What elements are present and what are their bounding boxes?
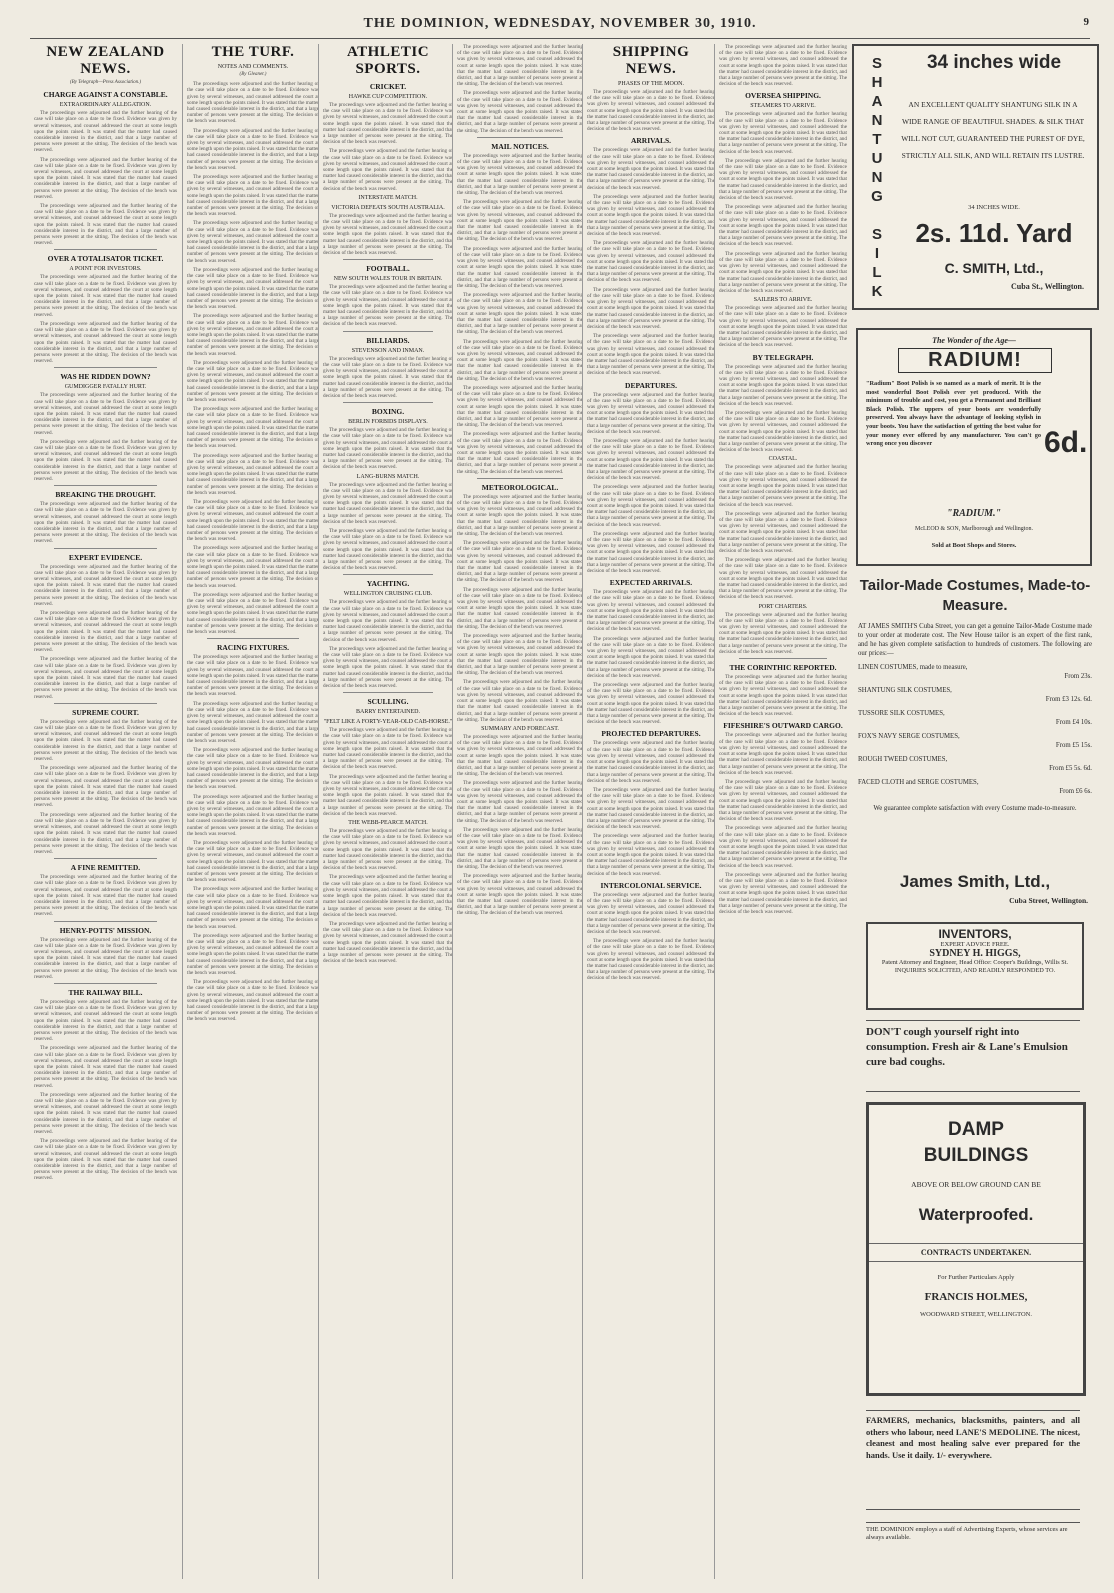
article-text: The proceedings were adjourned and the further hearing of the case will take place on a date to be fixed. Evidence was given by several witnesses, and counsel addressed the court at some length upon the points raised. It was stated that the matter had caused considerable interest in the district, and that a large number of persons were present at the sitting. The decision of the bench was reserved. <box>34 392 177 436</box>
article-text: The proceedings were adjourned and the further hearing of the case will take place on a date to be fixed. Evidence was given by several witnesses, and counsel addressed the court at some length upon the points raised. It was stated that the matter had caused considerable interest in the district, and that a large number of persons were present at the sitting. The decision of the bench was reserved. <box>187 793 319 837</box>
article-text: The proceedings were adjourned and the further hearing of the case will take place on a date to be fixed. Evidence was given by several witnesses, and counsel addressed the court at some length upon the points raised. It was stated that the matter had caused considerable interest in the district, and that a large number of persons were present at the sitting. The decision of the bench was reserved. <box>719 557 847 601</box>
subheadline: STEVENSON AND INMAN. <box>351 347 425 354</box>
article-text: The proceedings were adjourned and the further hearing of the case will take place on a date to be fixed. Evidence was given by several witnesses, and counsel addressed the court at some length upon the points raised. It was stated that the matter had caused considerable interest in the district, and that a large number of persons were present at the sitting. The decision of the bench was reserved. <box>323 727 453 771</box>
article-text: The proceedings were adjourned and the further hearing of the case will take place on a date to be fixed. Evidence was given by several witnesses, and counsel addressed the court at some length upon the points raised. It was stated that the matter had caused considerable interest in the district, and that a large number of persons were present at the sitting. The decision of the bench was reserved. <box>719 409 847 454</box>
masthead-title: THE DOMINION, WEDNESDAY, NOVEMBER 30, 1910. <box>363 16 757 31</box>
article-text: The proceedings were adjourned and the further hearing of the case will take place on a date to be fixed. Evidence was given by several witnesses, and counsel addressed the court at some length upon the points raised. It was stated that the matter had caused considerable interest in the district, and that a large number of persons were present at the sitting. The decision of the bench was reserved. <box>34 156 177 200</box>
tailor-item: ROUGH TWEED COSTUMES, <box>858 756 948 763</box>
headline: WAS HE RIDDEN DOWN? <box>60 372 151 382</box>
article-text: The proceedings were adjourned and the further hearing of the case will take place on a date to be fixed. Evidence was given by several witnesses, and counsel addressed the court at some length upon the points raised. It was stated that the matter had caused considerable interest in the district, and that a large number of persons were present at the sitting. The decision of the bench was reserved. <box>587 740 715 784</box>
article-text: The proceedings were adjourned and the further hearing of the case will take place on a date to be fixed. Evidence was given by several witnesses, and counsel addressed the court at some length upon the points raised. It was stated that the matter had caused considerable interest in the district, and that a large number of persons were present at the sitting. The decision of the bench was reserved. <box>34 563 177 607</box>
tailor-title: Tailor-Made Costumes, Made-to-Measure. <box>859 577 1091 614</box>
advertisement-column <box>852 44 1097 1579</box>
article-text: The proceedings were adjourned and the further hearing of the case will take place on a date to be fixed. Evidence was given by several witnesses, and counsel addressed the court at some length upon the points raised. It was stated that the matter had caused considerable interest in the district, and that a large number of persons were present at the sitting. The decision of the bench was reserved. <box>457 679 583 723</box>
article-text: The proceedings were adjourned and the further hearing of the case will take place on a date to be fixed. Evidence was given by several witnesses, and counsel addressed the court at some length upon the points raised. It was stated that the matter had caused considerable interest in the district, and that a large number of persons were present at the sitting. The decision of the bench was reserved. <box>457 633 583 677</box>
article-text: The proceedings were adjourned and the further hearing of the case will take place on a date to be fixed. Evidence was given by several witnesses, and counsel addressed the court at some length upon the points raised. It was stated that the matter had caused considerable interest in the district, and that a large number of persons were present at the sitting. The decision of the bench was reserved. <box>587 891 715 935</box>
silk-headline: 34 inches wide <box>926 52 1062 73</box>
article-text: The proceedings were adjourned and the further hearing of the case will take place on a date to be fixed. Evidence was given by several witnesses, and counsel addressed the court at some length upon the points raised. It was stated that the matter had caused considerable interest in the district, and that a large number of persons were present at the sitting. The decision of the bench was reserved. <box>719 611 847 655</box>
section-title: THE TURF. <box>211 44 295 60</box>
silk-body: AN EXCELLENT QUALITY SHANTUNG SILK IN A WIDE RANGE OF BEAUTIFUL SHADES. & SILK THAT WILL NOT CUT, GUARANTEED THE PUREST OF DYE, STRICTLY ALL SILK, AND WILL RETAIN ITS LUSTRE. <box>901 100 1085 160</box>
silk-letter: H <box>871 74 883 91</box>
article-text: The proceedings were adjourned and the further hearing of the case will take place on a date to be fixed. Evidence was given by several witnesses, and counsel addressed the court at some length upon the points raised. It was stated that the matter had caused considerable interest in the district, and that a large number of persons were present at the sitting. The decision of the bench was reserved. <box>587 786 715 831</box>
article-text: The proceedings were adjourned and the further hearing of the case will take place on a date to be fixed. Evidence was given by several witnesses, and counsel addressed the court at some length upon the points raised. It was stated that the matter had caused considerable interest in the district, and that a large number of persons were present at the sitting. The decision of the bench was reserved. <box>457 540 583 584</box>
article-text: The proceedings were adjourned and the further hearing of the case will take place on a date to be fixed. Evidence was given by several witnesses, and counsel addressed the court at some length upon the points raised. It was stated that the matter had caused considerable interest in the district, and that a large number of persons were present at the sitting. The decision of the bench was reserved. <box>34 203 177 247</box>
headline: SUPREME COURT. <box>72 707 139 717</box>
subheadline: COASTAL. <box>768 456 798 463</box>
article-text: The proceedings were adjourned and the further hearing of the case will take place on a date to be fixed. Evidence was given by several witnesses, and counsel addressed the court at some length upon the points raised. It was stated that the matter had caused considerable interest in the district, and that a large number of persons were present at the sitting. The decision of the bench was reserved. <box>587 589 715 633</box>
headline: THE RAILWAY BILL. <box>68 987 143 997</box>
article-text: The proceedings were adjourned and the further hearing of the case will take place on a date to be fixed. Evidence was given by several witnesses, and counsel addressed the court at some length upon the points raised. It was stated that the matter had caused considerable interest in the district, and that a large number of persons were present at the sitting. The decision of the bench was reserved. <box>187 545 319 589</box>
ad-shantung-silk <box>852 44 1099 310</box>
headline: BILLIARDS. <box>366 335 410 345</box>
headline: A FINE REMITTED. <box>70 863 141 873</box>
ad-tailor-costumes <box>858 576 1092 848</box>
article-text: The proceedings were adjourned and the further hearing of the case will take place on a date to be fixed. Evidence was given by several witnesses, and counsel addressed the court at some length upon the points raised. It was stated that the matter had caused considerable interest in the district, and that a large number of persons were present at the sitting. The decision of the bench was reserved. <box>187 591 319 636</box>
ad-radium-polish <box>856 328 1092 566</box>
headline: DEPARTURES. <box>625 380 677 390</box>
article-text: The proceedings were adjourned and the further hearing of the case will take place on a date to be fixed. Evidence was given by several witnesses, and counsel addressed the court at some length upon the points raised. It was stated that the matter had caused considerable interest in the district, and that a large number of persons were present at the sitting. The decision of the bench was reserved. <box>187 839 319 884</box>
tailor-item: LINEN COSTUMES, made to measure, <box>858 664 968 671</box>
silk-letter: S <box>871 55 882 72</box>
article-text: The proceedings were adjourned and the further hearing of the case will take place on a date to be fixed. Evidence was given by several witnesses, and counsel addressed the court at some length upon the points raised. It was stated that the matter had caused considerable interest in the district, and that a large number of persons were present at the sitting. The decision of the bench was reserved. <box>587 240 715 284</box>
article-text: The proceedings were adjourned and the further hearing of the case will take place on a date to be fixed. Evidence was given by several witnesses, and counsel addressed the court at some length upon the points raised. It was stated that the matter had caused considerable interest in the district, and that a large number of persons were present at the sitting. The decision of the bench was reserved. <box>323 920 453 965</box>
article-text: The proceedings were adjourned and the further hearing of the case will take place on a date to be fixed. Evidence was given by several witnesses, and counsel addressed the court at some length upon the points raised. It was stated that the matter had caused considerable interest in the district, and that a large number of persons were present at the sitting. The decision of the bench was reserved. <box>34 811 177 855</box>
silk-price: 2s. 11d. Yard <box>915 218 1073 248</box>
article-text: The proceedings were adjourned and the further hearing of the case will take place on a date to be fixed. Evidence was given by several witnesses, and counsel addressed the court at some length upon the points raised. It was stated that the matter had caused considerable interest in the district, and that a large number of persons were present at the sitting. The decision of the bench was reserved. <box>457 90 583 134</box>
article-text: The proceedings were adjourned and the further hearing of the case will take place on a date to be fixed. Evidence was given by several witnesses, and counsel addressed the court at some length upon the points raised. It was stated that the matter had caused considerable interest in the district, and that a large number of persons were present at the sitting. The decision of the bench was reserved. <box>457 493 583 538</box>
inventors-sub: EXPERT ADVICE FREE. <box>940 941 1010 948</box>
article-text: The proceedings were adjourned and the further hearing of the case will take place on a date to be fixed. Evidence was given by several witnesses, and counsel addressed the court at some length upon the points raised. It was stated that the matter had caused considerable interest in the district, and that a large number of persons were present at the sitting. The decision of the bench was reserved. <box>323 148 453 192</box>
article-text: The proceedings were adjourned and the further hearing of the case will take place on a date to be fixed. Evidence was given by several witnesses, and counsel addressed the court at some length upon the points raised. It was stated that the matter had caused considerable interest in the district, and that a large number of persons were present at the sitting. The decision of the bench was reserved. <box>457 780 583 824</box>
silk-letter: I <box>874 245 880 262</box>
ad-lanes-emulsion: DON'T cough yourself right into consumption. Fresh air & Lane's Emulsion cure bad coughs. <box>866 1020 1080 1092</box>
subheadline: LANG-BURNS MATCH. <box>356 473 420 480</box>
headline: OVER A TOTALISATOR TICKET. <box>47 254 164 264</box>
article-text: The proceedings were adjourned and the further hearing of the case will take place on a date to be fixed. Evidence was given by several witnesses, and counsel addressed the court at some length upon the points raised. It was stated that the matter had caused considerable interest in the district, and that a large number of persons were present at the sitting. The decision of the bench was reserved. <box>187 313 319 357</box>
headline: METEOROLOGICAL. <box>481 482 559 492</box>
subheadline: THE WEBB-PEARCE MATCH. <box>348 820 428 827</box>
tailor-guarantee: We guarantee complete satisfaction with every Costume made-to-measure. <box>873 805 1077 812</box>
tailor-item: FOX'S NAVY SERGE COSTUMES, <box>858 733 960 740</box>
column-oversea-shipping <box>714 44 847 1579</box>
headline: BY TELEGRAPH. <box>752 352 814 362</box>
damp-address: WOODWARD STREET, WELLINGTON. <box>920 1311 1032 1318</box>
subheadline: NEW SOUTH WALES TOUR IN BRITAIN. <box>333 276 443 283</box>
damp-waterproofed: Waterproofed. <box>918 1205 1034 1224</box>
article-text: The proceedings were adjourned and the further hearing of the case will take place on a date to be fixed. Evidence was given by several witnesses, and counsel addressed the court at some length upon the points raised. It was stated that the matter had caused considerable interest in the district, and that a large number of persons were present at the sitting. The decision of the bench was reserved. <box>34 1045 177 1089</box>
article-text: The proceedings were adjourned and the further hearing of the case will take place on a date to be fixed. Evidence was given by several witnesses, and counsel addressed the court at some length upon the points raised. It was stated that the matter had caused considerable interest in the district, and that a large number of persons were present at the sitting. The decision of the bench was reserved. <box>457 733 583 778</box>
column-athletic-sports <box>318 44 453 1579</box>
tailor-item: FACED CLOTH and SERGE COSTUMES, <box>858 779 979 786</box>
section-title: SHIPPING NEWS. <box>612 44 690 77</box>
article-text: The proceedings were adjourned and the further hearing of the case will take place on a date to be fixed. Evidence was given by several witnesses, and counsel addressed the court at some length upon the points raised. It was stated that the matter had caused considerable interest in the district, and that a large number of persons were present at the sitting. The decision of the bench was reserved. <box>323 773 453 817</box>
article-text: The proceedings were adjourned and the further hearing of the case will take place on a date to be fixed. Evidence was given by several witnesses, and counsel addressed the court at some length upon the points raised. It was stated that the matter had caused considerable interest in the district, and that a large number of persons were present at the sitting. The decision of the bench was reserved. <box>187 220 319 264</box>
subheadline: BERLIN FORBIDS DISPLAYS. <box>348 419 428 426</box>
smith-name: C. SMITH, Ltd., <box>944 260 1044 276</box>
article-text: The proceedings were adjourned and the further hearing of the case will take place on a date to be fixed. Evidence was given by several witnesses, and counsel addressed the court at some length upon the points raised. It was stated that the matter had caused considerable interest in the district, and that a large number of persons were present at the sitting. The decision of the bench was reserved. <box>34 998 177 1043</box>
headline: CHARGE AGAINST A CONSTABLE. <box>43 90 168 100</box>
tailor-price: From 23s. <box>1064 673 1092 680</box>
article-text: The proceedings were adjourned and the further hearing of the case will take place on a date to be fixed. Evidence was given by several witnesses, and counsel addressed the court at some length upon the points raised. It was stated that the matter had caused considerable interest in the district, and that a large number of persons were present at the sitting. The decision of the bench was reserved. <box>34 1091 177 1136</box>
radium-price: 6d. <box>1044 426 1088 459</box>
radium-title: RADIUM! <box>898 348 1052 373</box>
article-text: The proceedings were adjourned and the further hearing of the case will take place on a date to be fixed. Evidence was given by several witnesses, and counsel addressed the court at some length upon the points raised. It was stated that the matter had caused considerable interest in the district, and that a large number of persons were present at the sitting. The decision of the bench was reserved. <box>34 110 177 154</box>
article-text: The proceedings were adjourned and the further hearing of the case will take place on a date to be fixed. Evidence was given by several witnesses, and counsel addressed the court at some length upon the points raised. It was stated that the matter had caused considerable interest in the district, and that a large number of persons were present at the sitting. The decision of the bench was reserved. <box>587 530 715 575</box>
james-smith-name: James Smith, Ltd., <box>899 872 1051 891</box>
article-text: The proceedings were adjourned and the further hearing of the case will take place on a date to be fixed. Evidence was given by several witnesses, and counsel addressed the court at some length upon the points raised. It was stated that the matter had caused considerable interest in the district, and that a large number of persons were present at the sitting. The decision of the bench was reserved. <box>587 391 715 435</box>
article-text: The proceedings were adjourned and the further hearing of the case will take place on a date to be fixed. Evidence was given by several witnesses, and counsel addressed the court at some length upon the points raised. It was stated that the matter had caused considerable interest in the district, and that a large number of persons were present at the sitting. The decision of the bench was reserved. <box>587 833 715 877</box>
ad-inventors <box>866 922 1084 1010</box>
article-text: The proceedings were adjourned and the further hearing of the case will take place on a date to be fixed. Evidence was given by several witnesses, and counsel addressed the court at some length upon the points raised. It was stated that the matter had caused considerable interest in the district, and that a large number of persons were present at the sitting. The decision of the bench was reserved. <box>457 586 583 630</box>
subheadline: STEAMERS TO ARRIVE. <box>750 103 816 110</box>
article-text: The proceedings were adjourned and the further hearing of the case will take place on a date to be fixed. Evidence was given by several witnesses, and counsel addressed the court at some length upon the points raised. It was stated that the matter had caused considerable interest in the district, and that a large number of persons were present at the sitting. The decision of the bench was reserved. <box>719 825 847 869</box>
tailor-item: TUSSORE SILK COSTUMES, <box>858 710 945 717</box>
article-text: The proceedings were adjourned and the further hearing of the case will take place on a date to be fixed. Evidence was given by several witnesses, and counsel addressed the court at some length upon the points raised. It was stated that the matter had caused considerable interest in the district, and that a large number of persons were present at the sitting. The decision of the bench was reserved. <box>187 266 319 311</box>
article-text: The proceedings were adjourned and the further hearing of the case will take place on a date to be fixed. Evidence was given by several witnesses, and counsel addressed the court at some length upon the points raised. It was stated that the matter had caused considerable interest in the district, and that a large number of persons were present at the sitting. The decision of the bench was reserved. <box>187 406 319 450</box>
article-text: The proceedings were adjourned and the further hearing of the case will take place on a date to be fixed. Evidence was given by several witnesses, and counsel addressed the court at some length upon the points raised. It was stated that the matter had caused considerable interest in the district, and that a large number of persons were present at the sitting. The decision of the bench was reserved. <box>719 44 847 88</box>
article-text: The proceedings were adjourned and the further hearing of the case will take place on a date to be fixed. Evidence was given by several witnesses, and counsel addressed the court at some length upon the points raised. It was stated that the matter had caused considerable interest in the district, and that a large number of persons were present at the sitting. The decision of the bench was reserved. <box>587 682 715 726</box>
inventors-title: INVENTORS, <box>938 927 1012 941</box>
article-text: The proceedings were adjourned and the further hearing of the case will take place on a date to be fixed. Evidence was given by several witnesses, and counsel addressed the court at some length upon the points raised. It was stated that the matter had caused considerable interest in the district, and that a large number of persons were present at the sitting. The decision of the bench was reserved. <box>187 127 319 171</box>
article-text: The proceedings were adjourned and the further hearing of the case will take place on a date to be fixed. Evidence was given by several witnesses, and counsel addressed the court at some length upon the points raised. It was stated that the matter had caused considerable interest in the district, and that a large number of persons were present at the sitting. The decision of the bench was reserved. <box>187 81 319 125</box>
silk-width: 34 INCHES WIDE. <box>968 204 1020 211</box>
article-text: The proceedings were adjourned and the further hearing of the case will take place on a date to be fixed. Evidence was given by several witnesses, and counsel addressed the court at some length upon the points raised. It was stated that the matter had caused considerable interest in the district, and that a large number of persons were present at the sitting. The decision of the bench was reserved. <box>719 250 847 294</box>
subheadline: WELLINGTON CRUISING CLUB. <box>343 591 433 598</box>
article-text: The proceedings were adjourned and the further hearing of the case will take place on a date to be fixed. Evidence was given by several witnesses, and counsel addressed the court at some length upon the points raised. It was stated that the matter had caused considerable interest in the district, and that a large number of persons were present at the sitting. The decision of the bench was reserved. <box>187 700 319 744</box>
article-text: The proceedings were adjourned and the further hearing of the case will take place on a date to be fixed. Evidence was given by several witnesses, and counsel addressed the court at some length upon the points raised. It was stated that the matter had caused considerable interest in the district, and that a large number of persons were present at the sitting. The decision of the bench was reserved. <box>457 384 583 429</box>
silk-letter <box>862 206 892 225</box>
damp-apply: For Further Particulars Apply <box>937 1274 1015 1281</box>
article-text: The proceedings were adjourned and the further hearing of the case will take place on a date to be fixed. Evidence was given by several witnesses, and counsel addressed the court at some length upon the points raised. It was stated that the matter had caused considerable interest in the district, and that a large number of persons were present at the sitting. The decision of the bench was reserved. <box>34 501 177 545</box>
damp-name: FRANCIS HOLMES, <box>924 1291 1028 1303</box>
damp-contracts: CONTRACTS UNDERTAKEN. <box>869 1243 1083 1262</box>
tailor-price-row <box>858 732 1092 750</box>
article-text: The proceedings were adjourned and the further hearing of the case will take place on a date to be fixed. Evidence was given by several witnesses, and counsel addressed the court at some length upon the points raised. It was stated that the matter had caused considerable interest in the district, and that a large number of persons were present at the sitting. The decision of the bench was reserved. <box>323 427 453 471</box>
silk-letter: N <box>871 169 883 186</box>
section-title: ATHLETIC SPORTS. <box>346 44 430 77</box>
article-text: The proceedings were adjourned and the further hearing of the case will take place on a date to be fixed. Evidence was given by several witnesses, and counsel addressed the court at some length upon the points raised. It was stated that the matter had caused considerable interest in the district, and that a large number of persons were present at the sitting. The decision of the bench was reserved. <box>34 274 177 318</box>
article-text: The proceedings were adjourned and the further hearing of the case will take place on a date to be fixed. Evidence was given by several witnesses, and counsel addressed the court at some length upon the points raised. It was stated that the matter had caused considerable interest in the district, and that a large number of persons were present at the sitting. The decision of the bench was reserved. <box>587 193 715 238</box>
article-text: The proceedings were adjourned and the further hearing of the case will take place on a date to be fixed. Evidence was given by several witnesses, and counsel addressed the court at some length upon the points raised. It was stated that the matter had caused considerable interest in the district, and that a large number of persons were present at the sitting. The decision of the bench was reserved. <box>457 199 583 243</box>
article-text: The proceedings were adjourned and the further hearing of the case will take place on a date to be fixed. Evidence was given by several witnesses, and counsel addressed the court at some length upon the points raised. It was stated that the matter had caused considerable interest in the district, and that a large number of persons were present at the sitting. The decision of the bench was reserved. <box>34 765 177 809</box>
radium-kicker: The Wonder of the Age— <box>932 336 1016 345</box>
headline: HENRY-POTTS' MISSION. <box>59 925 152 935</box>
silk-letter: S <box>871 226 882 243</box>
article-text: The proceedings were adjourned and the further hearing of the case will take place on a date to be fixed. Evidence was given by several witnesses, and counsel addressed the court at some length upon the points raised. It was stated that the matter had caused considerable interest in the district, and that a large number of persons were present at the sitting. The decision of the bench was reserved. <box>323 212 453 257</box>
tailor-item: SHANTUNG SILK COSTUMES, <box>858 687 952 694</box>
article-text: The proceedings were adjourned and the further hearing of the case will take place on a date to be fixed. Evidence was given by several witnesses, and counsel addressed the court at some length upon the points raised. It was stated that the matter had caused considerable interest in the district, and that a large number of persons were present at the sitting. The decision of the bench was reserved. <box>457 431 583 475</box>
silk-letter: N <box>871 112 883 129</box>
article-text: The proceedings were adjourned and the further hearing of the case will take place on a date to be fixed. Evidence was given by several witnesses, and counsel addressed the court at some length upon the points raised. It was stated that the matter had caused considerable interest in the district, and that a large number of persons were present at the sitting. The decision of the bench was reserved. <box>457 338 583 382</box>
article-text: The proceedings were adjourned and the further hearing of the case will take place on a date to be fixed. Evidence was given by several witnesses, and counsel addressed the court at some length upon the points raised. It was stated that the matter had caused considerable interest in the district, and that a large number of persons were present at the sitting. The decision of the bench was reserved. <box>719 732 847 776</box>
silk-letter: U <box>871 150 883 167</box>
tailor-price: From £6 6s. <box>1059 788 1092 795</box>
subheadline: HAWKE CUP COMPETITION. <box>348 94 428 100</box>
silk-letter: G <box>871 188 883 205</box>
headline: YACHTING. <box>366 579 410 589</box>
byline: (By Gleaner.) <box>239 72 267 77</box>
silk-letter: K <box>871 283 883 300</box>
headline: EXPECTED ARRIVALS. <box>609 578 693 588</box>
article-text: The proceedings were adjourned and the further hearing of the case will take place on a date to be fixed. Evidence was given by several witnesses, and counsel addressed the court at some length upon the points raised. It was stated that the matter had caused considerable interest in the district, and that a large number of persons were present at the sitting. The decision of the bench was reserved. <box>323 645 453 690</box>
article-text: The proceedings were adjourned and the further hearing of the case will take place on a date to be fixed. Evidence was given by several witnesses, and counsel addressed the court at some length upon the points raised. It was stated that the matter had caused considerable interest in the district, and that a large number of persons were present at the sitting. The decision of the bench was reserved. <box>719 111 847 155</box>
article-text: The proceedings were adjourned and the further hearing of the case will take place on a date to be fixed. Evidence was given by several witnesses, and counsel addressed the court at some length upon the points raised. It was stated that the matter had caused considerable interest in the district, and that a large number of persons were present at the sitting. The decision of the bench was reserved. <box>34 718 177 763</box>
tailor-price: From £3 12s. 6d. <box>1045 696 1092 703</box>
tailor-price-row <box>858 686 1092 704</box>
article-text: The proceedings were adjourned and the further hearing of the case will take place on a date to be fixed. Evidence was given by several witnesses, and counsel addressed the court at some length upon the points raised. It was stated that the matter had caused considerable interest in the district, and that a large number of persons were present at the sitting. The decision of the bench was reserved. <box>457 873 583 917</box>
subheadline: SUMMARY AND FORECAST. <box>481 725 559 732</box>
article-text: The proceedings were adjourned and the further hearing of the case will take place on a date to be fixed. Evidence was given by several witnesses, and counsel addressed the court at some length upon the points raised. It was stated that the matter had caused considerable interest in the district, and that a large number of persons were present at the sitting. The decision of the bench was reserved. <box>187 359 319 403</box>
damp-sub: ABOVE OR BELOW GROUND CAN BE <box>911 1180 1041 1189</box>
column-mail-meteorological <box>452 44 583 1579</box>
article-text: The proceedings were adjourned and the further hearing of the case will take place on a date to be fixed. Evidence was given by several witnesses, and counsel addressed the court at some length upon the points raised. It was stated that the matter had caused considerable interest in the district, and that a large number of persons were present at the sitting. The decision of the bench was reserved. <box>187 452 319 496</box>
article-text: The proceedings were adjourned and the further hearing of the case will take place on a date to be fixed. Evidence was given by several witnesses, and counsel addressed the court at some length upon the points raised. It was stated that the matter had caused considerable interest in the district, and that a large number of persons were present at the sitting. The decision of the bench was reserved. <box>719 305 847 349</box>
article-text: The proceedings were adjourned and the further hearing of the case will take place on a date to be fixed. Evidence was given by several witnesses, and counsel addressed the court at some length upon the points raised. It was stated that the matter had caused considerable interest in the district, and that a large number of persons were present at the sitting. The decision of the bench was reserved. <box>457 152 583 197</box>
article-text: The proceedings were adjourned and the further hearing of the case will take place on a date to be fixed. Evidence was given by several witnesses, and counsel addressed the court at some length upon the points raised. It was stated that the matter had caused considerable interest in the district, and that a large number of persons were present at the sitting. The decision of the bench was reserved. <box>34 936 177 980</box>
masthead <box>30 16 1090 39</box>
tailor-price-row <box>858 709 1092 727</box>
inventors-body: Patent Attorney and Engineer, Head Office: Cooper's Buildings, Willis St. INQUIRIES SOLICITED, AND READILY RESPONDED TO. <box>881 959 1069 974</box>
article-text: The proceedings were adjourned and the further hearing of the case will take place on a date to be fixed. Evidence was given by several witnesses, and counsel addressed the court at some length upon the points raised. It was stated that the matter had caused considerable interest in the district, and that a large number of persons were present at the sitting. The decision of the bench was reserved. <box>457 44 583 88</box>
column-the-turf <box>182 44 319 1579</box>
article-text: The proceedings were adjourned and the further hearing of the case will take place on a date to be fixed. Evidence was given by several witnesses, and counsel addressed the court at some length upon the points raised. It was stated that the matter had caused considerable interest in the district, and that a large number of persons were present at the sitting. The decision of the bench was reserved. <box>719 778 847 823</box>
article-text: The proceedings were adjourned and the further hearing of the case will take place on a date to be fixed. Evidence was given by several witnesses, and counsel addressed the court at some length upon the points raised. It was stated that the matter had caused considerable interest in the district, and that a large number of persons were present at the sitting. The decision of the bench was reserved. <box>587 147 715 191</box>
silk-vertical-letters <box>862 54 892 300</box>
subheadline: GUMDIGGER FATALLY HURT. <box>64 384 147 391</box>
byline: (By Telegraph—Press Association.) <box>69 80 142 85</box>
article-text: The proceedings were adjourned and the further hearing of the case will take place on a date to be fixed. Evidence was given by several witnesses, and counsel addressed the court at some length upon the points raised. It was stated that the matter had caused considerable interest in the district, and that a large number of persons were present at the sitting. The decision of the bench was reserved. <box>719 464 847 508</box>
subheadline: SAILERS TO ARRIVE. <box>753 297 813 304</box>
article-text: The proceedings were adjourned and the further hearing of the case will take place on a date to be fixed. Evidence was given by several witnesses, and counsel addressed the court at some length upon the points raised. It was stated that the matter had caused considerable interest in the district, and that a large number of persons were present at the sitting. The decision of the bench was reserved. <box>457 292 583 336</box>
silk-letter: T <box>872 131 882 148</box>
article-text: The proceedings were adjourned and the further hearing of the case will take place on a date to be fixed. Evidence was given by several witnesses, and counsel addressed the court at some length upon the points raised. It was stated that the matter had caused considerable interest in the district, and that a large number of persons were present at the sitting. The decision of the bench was reserved. <box>34 1138 177 1182</box>
article-text: The proceedings were adjourned and the further hearing of the case will take place on a date to be fixed. Evidence was given by several witnesses, and counsel addressed the court at some length upon the points raised. It was stated that the matter had caused considerable interest in the district, and that a large number of persons were present at the sitting. The decision of the bench was reserved. <box>323 102 453 146</box>
article-text: The proceedings were adjourned and the further hearing of the case will take place on a date to be fixed. Evidence was given by several witnesses, and counsel addressed the court at some length upon the points raised. It was stated that the matter had caused considerable interest in the district, and that a large number of persons were present at the sitting. The decision of the bench was reserved. <box>187 932 319 977</box>
article-text: The proceedings were adjourned and the further hearing of the case will take place on a date to be fixed. Evidence was given by several witnesses, and counsel addressed the court at some length upon the points raised. It was stated that the matter had caused considerable interest in the district, and that a large number of persons were present at the sitting. The decision of the bench was reserved. <box>323 284 453 328</box>
article-text: The proceedings were adjourned and the further hearing of the case will take place on a date to be fixed. Evidence was given by several witnesses, and counsel addressed the court at some length upon the points raised. It was stated that the matter had caused considerable interest in the district, and that a large number of persons were present at the sitting. The decision of the bench was reserved. <box>34 438 177 482</box>
ad-lanes-medoline: FARMERS, mechanics, blacksmiths, painters, and all others who labour, need LANE'S MEDOLINE. The nicest, cleanest and most healing salve ever prepared for the hands. Use it daily. 1/- everywhere. <box>866 1410 1080 1510</box>
article-text: The proceedings were adjourned and the further hearing of the case will take place on a date to be fixed. Evidence was given by several witnesses, and counsel addressed the court at some length upon the points raised. It was stated that the matter had caused considerable interest in the district, and that a large number of persons were present at the sitting. The decision of the bench was reserved. <box>323 355 453 399</box>
subheadline: PHASES OF THE MOON. <box>618 81 684 87</box>
article-text: The proceedings were adjourned and the further hearing of the case will take place on a date to be fixed. Evidence was given by several witnesses, and counsel addressed the court at some length upon the points raised. It was stated that the matter had caused considerable interest in the district, and that a large number of persons were present at the sitting. The decision of the bench was reserved. <box>187 499 319 543</box>
headline: THE CORINTHIC REPORTED. <box>729 663 837 673</box>
column-new-zealand-news <box>34 44 177 1579</box>
headline: FIFESHIRE'S OUTWARD CARGO. <box>723 721 843 731</box>
headline: BREAKING THE DROUGHT. <box>55 490 156 500</box>
headline: EXPERT EVIDENCE. <box>68 552 143 562</box>
headline: CRICKET. <box>369 82 407 91</box>
headline: BOXING. <box>371 407 405 417</box>
article-text: The proceedings were adjourned and the further hearing of the case will take place on a date to be fixed. Evidence was given by several witnesses, and counsel addressed the court at some length upon the points raised. It was stated that the matter had caused considerable interest in the district, and that a large number of persons were present at the sitting. The decision of the bench was reserved. <box>587 484 715 528</box>
article-text: The proceedings were adjourned and the further hearing of the case will take place on a date to be fixed. Evidence was given by several witnesses, and counsel addressed the court at some length upon the points raised. It was stated that the matter had caused considerable interest in the district, and that a large number of persons were present at the sitting. The decision of the bench was reserved. <box>34 874 177 918</box>
subheadline: INTERSTATE MATCH. <box>358 194 418 201</box>
tailor-price: From £4 10s. <box>1055 719 1092 726</box>
article-text: The proceedings were adjourned and the further hearing of the case will take place on a date to be fixed. Evidence was given by several witnesses, and counsel addressed the court at some length upon the points raised. It was stated that the matter had caused considerable interest in the district, and that a large number of persons were present at the sitting. The decision of the bench was reserved. <box>187 979 319 1023</box>
article-text: The proceedings were adjourned and the further hearing of the case will take place on a date to be fixed. Evidence was given by several witnesses, and counsel addressed the court at some length upon the points raised. It was stated that the matter had caused considerable interest in the district, and that a large number of persons were present at the sitting. The decision of the bench was reserved. <box>34 320 177 365</box>
headline: SCULLING. <box>367 697 409 707</box>
article-text: The proceedings were adjourned and the further hearing of the case will take place on a date to be fixed. Evidence was given by several witnesses, and counsel addressed the court at some length upon the points raised. It was stated that the matter had caused considerable interest in the district, and that a large number of persons were present at the sitting. The decision of the bench was reserved. <box>719 674 847 718</box>
tailor-body: AT JAMES SMITH'S Cuba Street, you can get a genuine Tailor-Made Costume made to your order at moderate cost. The New House tailor is an expert of the first rank, and he has given complete satisfaction to hundreds of customers. The following are our prices:— <box>858 623 1092 657</box>
silk-letter: L <box>872 264 882 281</box>
article-text: The proceedings were adjourned and the further hearing of the case will take place on a date to be fixed. Evidence was given by several witnesses, and counsel addressed the court at some length upon the points raised. It was stated that the matter had caused considerable interest in the district, and that a large number of persons were present at the sitting. The decision of the bench was reserved. <box>587 938 715 982</box>
tailor-price-row <box>858 755 1092 773</box>
radium-sign: "RADIUM." <box>946 508 1002 519</box>
article-text: The proceedings were adjourned and the further hearing of the case will take place on a date to be fixed. Evidence was given by several witnesses, and counsel addressed the court at some length upon the points raised. It was stated that the matter had caused considerable interest in the district, and that a large number of persons were present at the sitting. The decision of the bench was reserved. <box>323 874 453 918</box>
tailor-price-list <box>858 663 1092 796</box>
tailor-price-row <box>858 778 1092 796</box>
article-text: The proceedings were adjourned and the further hearing of the case will take place on a date to be fixed. Evidence was given by several witnesses, and counsel addressed the court at some length upon the points raised. It was stated that the matter had caused considerable interest in the district, and that a large number of persons were present at the sitting. The decision of the bench was reserved. <box>323 527 453 572</box>
subheadline: A POINT FOR INVESTORS. <box>69 266 142 273</box>
silk-letter: A <box>871 93 883 110</box>
tailor-price-row <box>858 663 1092 681</box>
column-shipping-news <box>582 44 715 1579</box>
article-text: The proceedings were adjourned and the further hearing of the case will take place on a date to be fixed. Evidence was given by several witnesses, and counsel addressed the court at some length upon the points raised. It was stated that the matter had caused considerable interest in the district, and that a large number of persons were present at the sitting. The decision of the bench was reserved. <box>587 286 715 330</box>
damp-title: DAMP BUILDINGS <box>923 1119 1029 1166</box>
tailor-price: From £5 15s. <box>1055 742 1092 749</box>
smith-address: Cuba St., Wellington. <box>1011 282 1084 291</box>
headline: ARRIVALS. <box>630 136 672 146</box>
article-text: The proceedings were adjourned and the further hearing of the case will take place on a date to be fixed. Evidence was given by several witnesses, and counsel addressed the court at some length upon the points raised. It was stated that the matter had caused considerable interest in the district, and that a large number of persons were present at the sitting. The decision of the bench was reserved. <box>587 333 715 377</box>
dominion-notice: THE DOMINION employs a staff of Advertising Experts, whose services are always available. <box>866 1522 1080 1552</box>
article-text: The proceedings were adjourned and the further hearing of the case will take place on a date to be fixed. Evidence was given by several witnesses, and counsel addressed the court at some length upon the points raised. It was stated that the matter had caused considerable interest in the district, and that a large number of persons were present at the sitting. The decision of the bench was reserved. <box>187 654 319 698</box>
headline: PROJECTED DEPARTURES. <box>601 729 701 739</box>
article-text: The proceedings were adjourned and the further hearing of the case will take place on a date to be fixed. Evidence was given by several witnesses, and counsel addressed the court at some length upon the points raised. It was stated that the matter had caused considerable interest in the district, and that a large number of persons were present at the sitting. The decision of the bench was reserved. <box>187 886 319 930</box>
article-text: The proceedings were adjourned and the further hearing of the case will take place on a date to be fixed. Evidence was given by several witnesses, and counsel addressed the court at some length upon the points raised. It was stated that the matter had caused considerable interest in the district, and that a large number of persons were present at the sitting. The decision of the bench was reserved. <box>34 656 177 700</box>
subheadline: BARRY ENTERTAINED. <box>356 709 420 716</box>
article-text: The proceedings were adjourned and the further hearing of the case will take place on a date to be fixed. Evidence was given by several witnesses, and counsel addressed the court at some length upon the points raised. It was stated that the matter had caused considerable interest in the district, and that a large number of persons were present at the sitting. The decision of the bench was reserved. <box>587 89 715 133</box>
headline: RACING FIXTURES. <box>216 643 290 653</box>
article-text: The proceedings were adjourned and the further hearing of the case will take place on a date to be fixed. Evidence was given by several witnesses, and counsel addressed the court at some length upon the points raised. It was stated that the matter had caused considerable interest in the district, and that a large number of persons were present at the sitting. The decision of the bench was reserved. <box>34 610 177 654</box>
article-text: The proceedings were adjourned and the further hearing of the case will take place on a date to be fixed. Evidence was given by several witnesses, and counsel addressed the court at some length upon the points raised. It was stated that the matter had caused considerable interest in the district, and that a large number of persons were present at the sitting. The decision of the bench was reserved. <box>187 174 319 218</box>
article-text: The proceedings were adjourned and the further hearing of the case will take place on a date to be fixed. Evidence was given by several witnesses, and counsel addressed the court at some length upon the points raised. It was stated that the matter had caused considerable interest in the district, and that a large number of persons were present at the sitting. The decision of the bench was reserved. <box>323 828 453 872</box>
article-text: The proceedings were adjourned and the further hearing of the case will take place on a date to be fixed. Evidence was given by several witnesses, and counsel addressed the court at some length upon the points raised. It was stated that the matter had caused considerable interest in the district, and that a large number of persons were present at the sitting. The decision of the bench was reserved. <box>587 437 715 482</box>
subheadline: PORT CHARTERS. <box>758 603 808 610</box>
article-text: The proceedings were adjourned and the further hearing of the case will take place on a date to be fixed. Evidence was given by several witnesses, and counsel addressed the court at some length upon the points raised. It was stated that the matter had caused considerable interest in the district, and that a large number of persons were present at the sitting. The decision of the bench was reserved. <box>323 599 453 643</box>
headline: FOOTBALL. <box>366 264 410 274</box>
radium-maker: McLEOD & SON, Marlborough and Wellington. <box>915 526 1033 532</box>
article-text: The proceedings were adjourned and the further hearing of the case will take place on a date to be fixed. Evidence was given by several witnesses, and counsel addressed the court at some length upon the points raised. It was stated that the matter had caused considerable interest in the district, and that a large number of persons were present at the sitting. The decision of the bench was reserved. <box>323 481 453 525</box>
article-text: The proceedings were adjourned and the further hearing of the case will take place on a date to be fixed. Evidence was given by several witnesses, and counsel addressed the court at some length upon the points raised. It was stated that the matter had caused considerable interest in the district, and that a large number of persons were present at the sitting. The decision of the bench was reserved. <box>457 826 583 870</box>
subheadline: EXTRAORDINARY ALLEGATION. <box>59 102 152 109</box>
radium-body: "Radium" Boot Polish is so named as a mark of merit. It is the most wonderful Boot Polish ever yet produced. With the minimum of trouble and cost, you get a Permanent and Brilliant Black Polish. The uppers of your boots are wonderfully preserved. You always have the advantage of looking stylish in your boots. You have the satisfaction of getting the best value for your money ever offered by any manufacturer. You can't go wrong once you discover <box>866 380 1041 448</box>
radium-sold: Sold at Boot Shops and Stores. <box>931 542 1017 549</box>
subheadline: NOTES AND COMMENTS. <box>217 64 289 70</box>
inventors-name: SYDNEY H. HIGGS, <box>929 948 1021 959</box>
article-text: The proceedings were adjourned and the further hearing of the case will take place on a date to be fixed. Evidence was given by several witnesses, and counsel addressed the court at some length upon the points raised. It was stated that the matter had caused considerable interest in the district, and that a large number of persons were present at the sitting. The decision of the bench was reserved. <box>719 157 847 202</box>
article-text: The proceedings were adjourned and the further hearing of the case will take place on a date to be fixed. Evidence was given by several witnesses, and counsel addressed the court at some length upon the points raised. It was stated that the matter had caused considerable interest in the district, and that a large number of persons were present at the sitting. The decision of the bench was reserved. <box>187 747 319 791</box>
article-text: The proceedings were adjourned and the further hearing of the case will take place on a date to be fixed. Evidence was given by several witnesses, and counsel addressed the court at some length upon the points raised. It was stated that the matter had caused considerable interest in the district, and that a large number of persons were present at the sitting. The decision of the bench was reserved. <box>719 510 847 555</box>
subheadline: "FELT LIKE A FORTY-YEAR-OLD CAB-HORSE." <box>323 719 453 726</box>
article-text: The proceedings were adjourned and the further hearing of the case will take place on a date to be fixed. Evidence was given by several witnesses, and counsel addressed the court at some length upon the points raised. It was stated that the matter had caused considerable interest in the district, and that a large number of persons were present at the sitting. The decision of the bench was reserved. <box>457 245 583 289</box>
headline: OVERSEA SHIPPING. <box>745 91 821 101</box>
article-text: The proceedings were adjourned and the further hearing of the case will take place on a date to be fixed. Evidence was given by several witnesses, and counsel addressed the court at some length upon the points raised. It was stated that the matter had caused considerable interest in the district, and that a large number of persons were present at the sitting. The decision of the bench was reserved. <box>587 635 715 679</box>
headline: MAIL NOTICES. <box>491 141 549 151</box>
article-text: The proceedings were adjourned and the further hearing of the case will take place on a date to be fixed. Evidence was given by several witnesses, and counsel addressed the court at some length upon the points raised. It was stated that the matter had caused considerable interest in the district, and that a large number of persons were present at the sitting. The decision of the bench was reserved. <box>719 204 847 248</box>
article-text: The proceedings were adjourned and the further hearing of the case will take place on a date to be fixed. Evidence was given by several witnesses, and counsel addressed the court at some length upon the points raised. It was stated that the matter had caused considerable interest in the district, and that a large number of persons were present at the sitting. The decision of the bench was reserved. <box>719 363 847 407</box>
article-text: The proceedings were adjourned and the further hearing of the case will take place on a date to be fixed. Evidence was given by several witnesses, and counsel addressed the court at some length upon the points raised. It was stated that the matter had caused considerable interest in the district, and that a large number of persons were present at the sitting. The decision of the bench was reserved. <box>719 871 847 915</box>
ad-damp-buildings <box>866 1102 1086 1396</box>
headline: INTERCOLONIAL SERVICE. <box>600 880 702 890</box>
page-number: 9 <box>1083 16 1090 28</box>
tailor-price: From £5 5s. 6d. <box>1049 765 1092 772</box>
section-title: NEW ZEALAND NEWS. <box>46 44 165 77</box>
james-smith-address: Cuba Street, Wellington. <box>1009 896 1088 905</box>
subheadline: VICTORIA DEFEATS SOUTH AUSTRALIA. <box>331 204 445 211</box>
